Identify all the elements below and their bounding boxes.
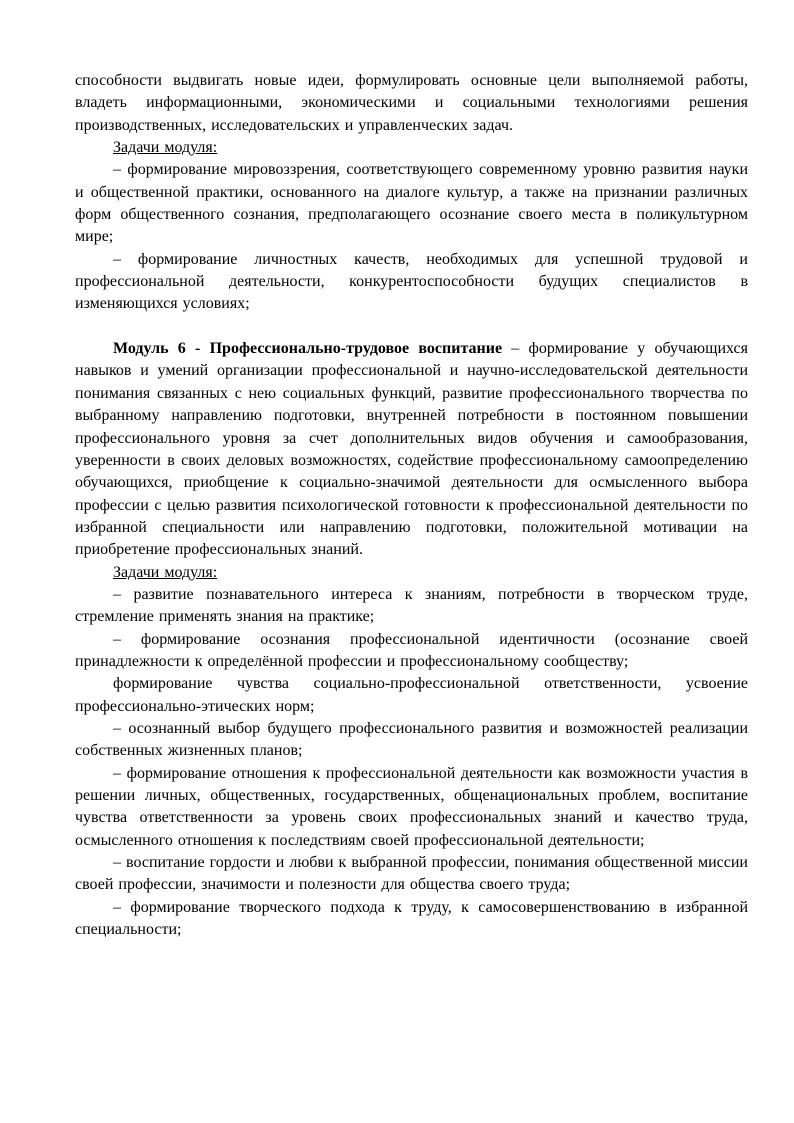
- list-item-social-responsibility: формирование чувства социально-профессиональной ответственности, усвоение профессионально-этических норм;: [75, 675, 748, 715]
- list-item-worldview: – формирование мировоззрения, соответствующего современному уровню развития науки и общественной практики, основанного на диалоге культур, а также на признании различных форм общественного сознания, предполагающего осознание своего места в поликультурном мире;: [75, 161, 748, 246]
- list-item-attitude-to-profession: – формирование отношения к профессиональной деятельности как возможности участия в решении личных, общественных, государственных, общенациональных проблем, воспитание чувства ответственности за уровень своих профессиональных знаний и качество труда, осмысленного отношения к последствиям своей профессиональной деятельности;: [75, 764, 748, 849]
- module-6-description: – формирование у обучающихся навыков и умений организации профессиональной и научно-исследовательской деятельности понимания связанных с нею социальных функций, развитие профессионального творчества по выбранному направлению подготовки, внутренней потребности в постоянном повышении профессионального уровня за счет дополнительных видов обучения и самообразования, уверенности в своих деловых возможностях, содействие профессиональному самоопределению обучающихся, приобщение к социально-значимой деятельности для осмысленного выбора профессии с целью развития психологической готовности к профессиональной деятельности по избранной специальности или направлению подготовки, положительной мотивации на приобретение профессиональных знаний.: [75, 340, 748, 559]
- list-item-creative-approach: – формирование творческого подхода к труду, к самосовершенствованию в избранной специальности;: [75, 898, 748, 939]
- list-item-conscious-choice: – осознанный выбор будущего профессионального развития и возможностей реализации собственных жизненных планов;: [75, 719, 748, 760]
- paragraph-continuation: способности выдвигать новые идеи, формулировать основные цели выполняемой работы, владеть информационными, экономическими и социальными технологиями решения производственных, исследовательских и управленческих задач.: [75, 72, 748, 134]
- list-item-personal-qualities: – формирование личностных качеств, необходимых для успешной трудовой и профессиональной деятельности, конкурентоспособности будущих специалистов в изменяющихся условиях;: [75, 250, 748, 313]
- tasks-subheading-1: [75, 137, 748, 159]
- list-item-cognitive-interest: – развитие познавательного интереса к знаниям, потребности в творческом труде, стремление применять знания на практике;: [75, 585, 748, 626]
- list-item-professional-identity: – формирование осознания профессиональной идентичности (осознание своей принадлежности к определённой профессии и профессиональному сообществу;: [75, 630, 748, 670]
- tasks-subheading-label: Задачи модуля:: [113, 563, 218, 581]
- tasks-subheading-label: Задачи модуля:: [113, 139, 218, 157]
- module-6-title: Модуль 6 - Профессионально-трудовое воспитание: [113, 340, 503, 358]
- module-6-paragraph: [75, 338, 748, 561]
- tasks-subheading-2: [75, 562, 748, 584]
- list-item-pride-and-love: – воспитание гордости и любви к выбранной профессии, понимания общественной миссии своей профессии, значимости и полезности для общества своего труда;: [75, 854, 748, 894]
